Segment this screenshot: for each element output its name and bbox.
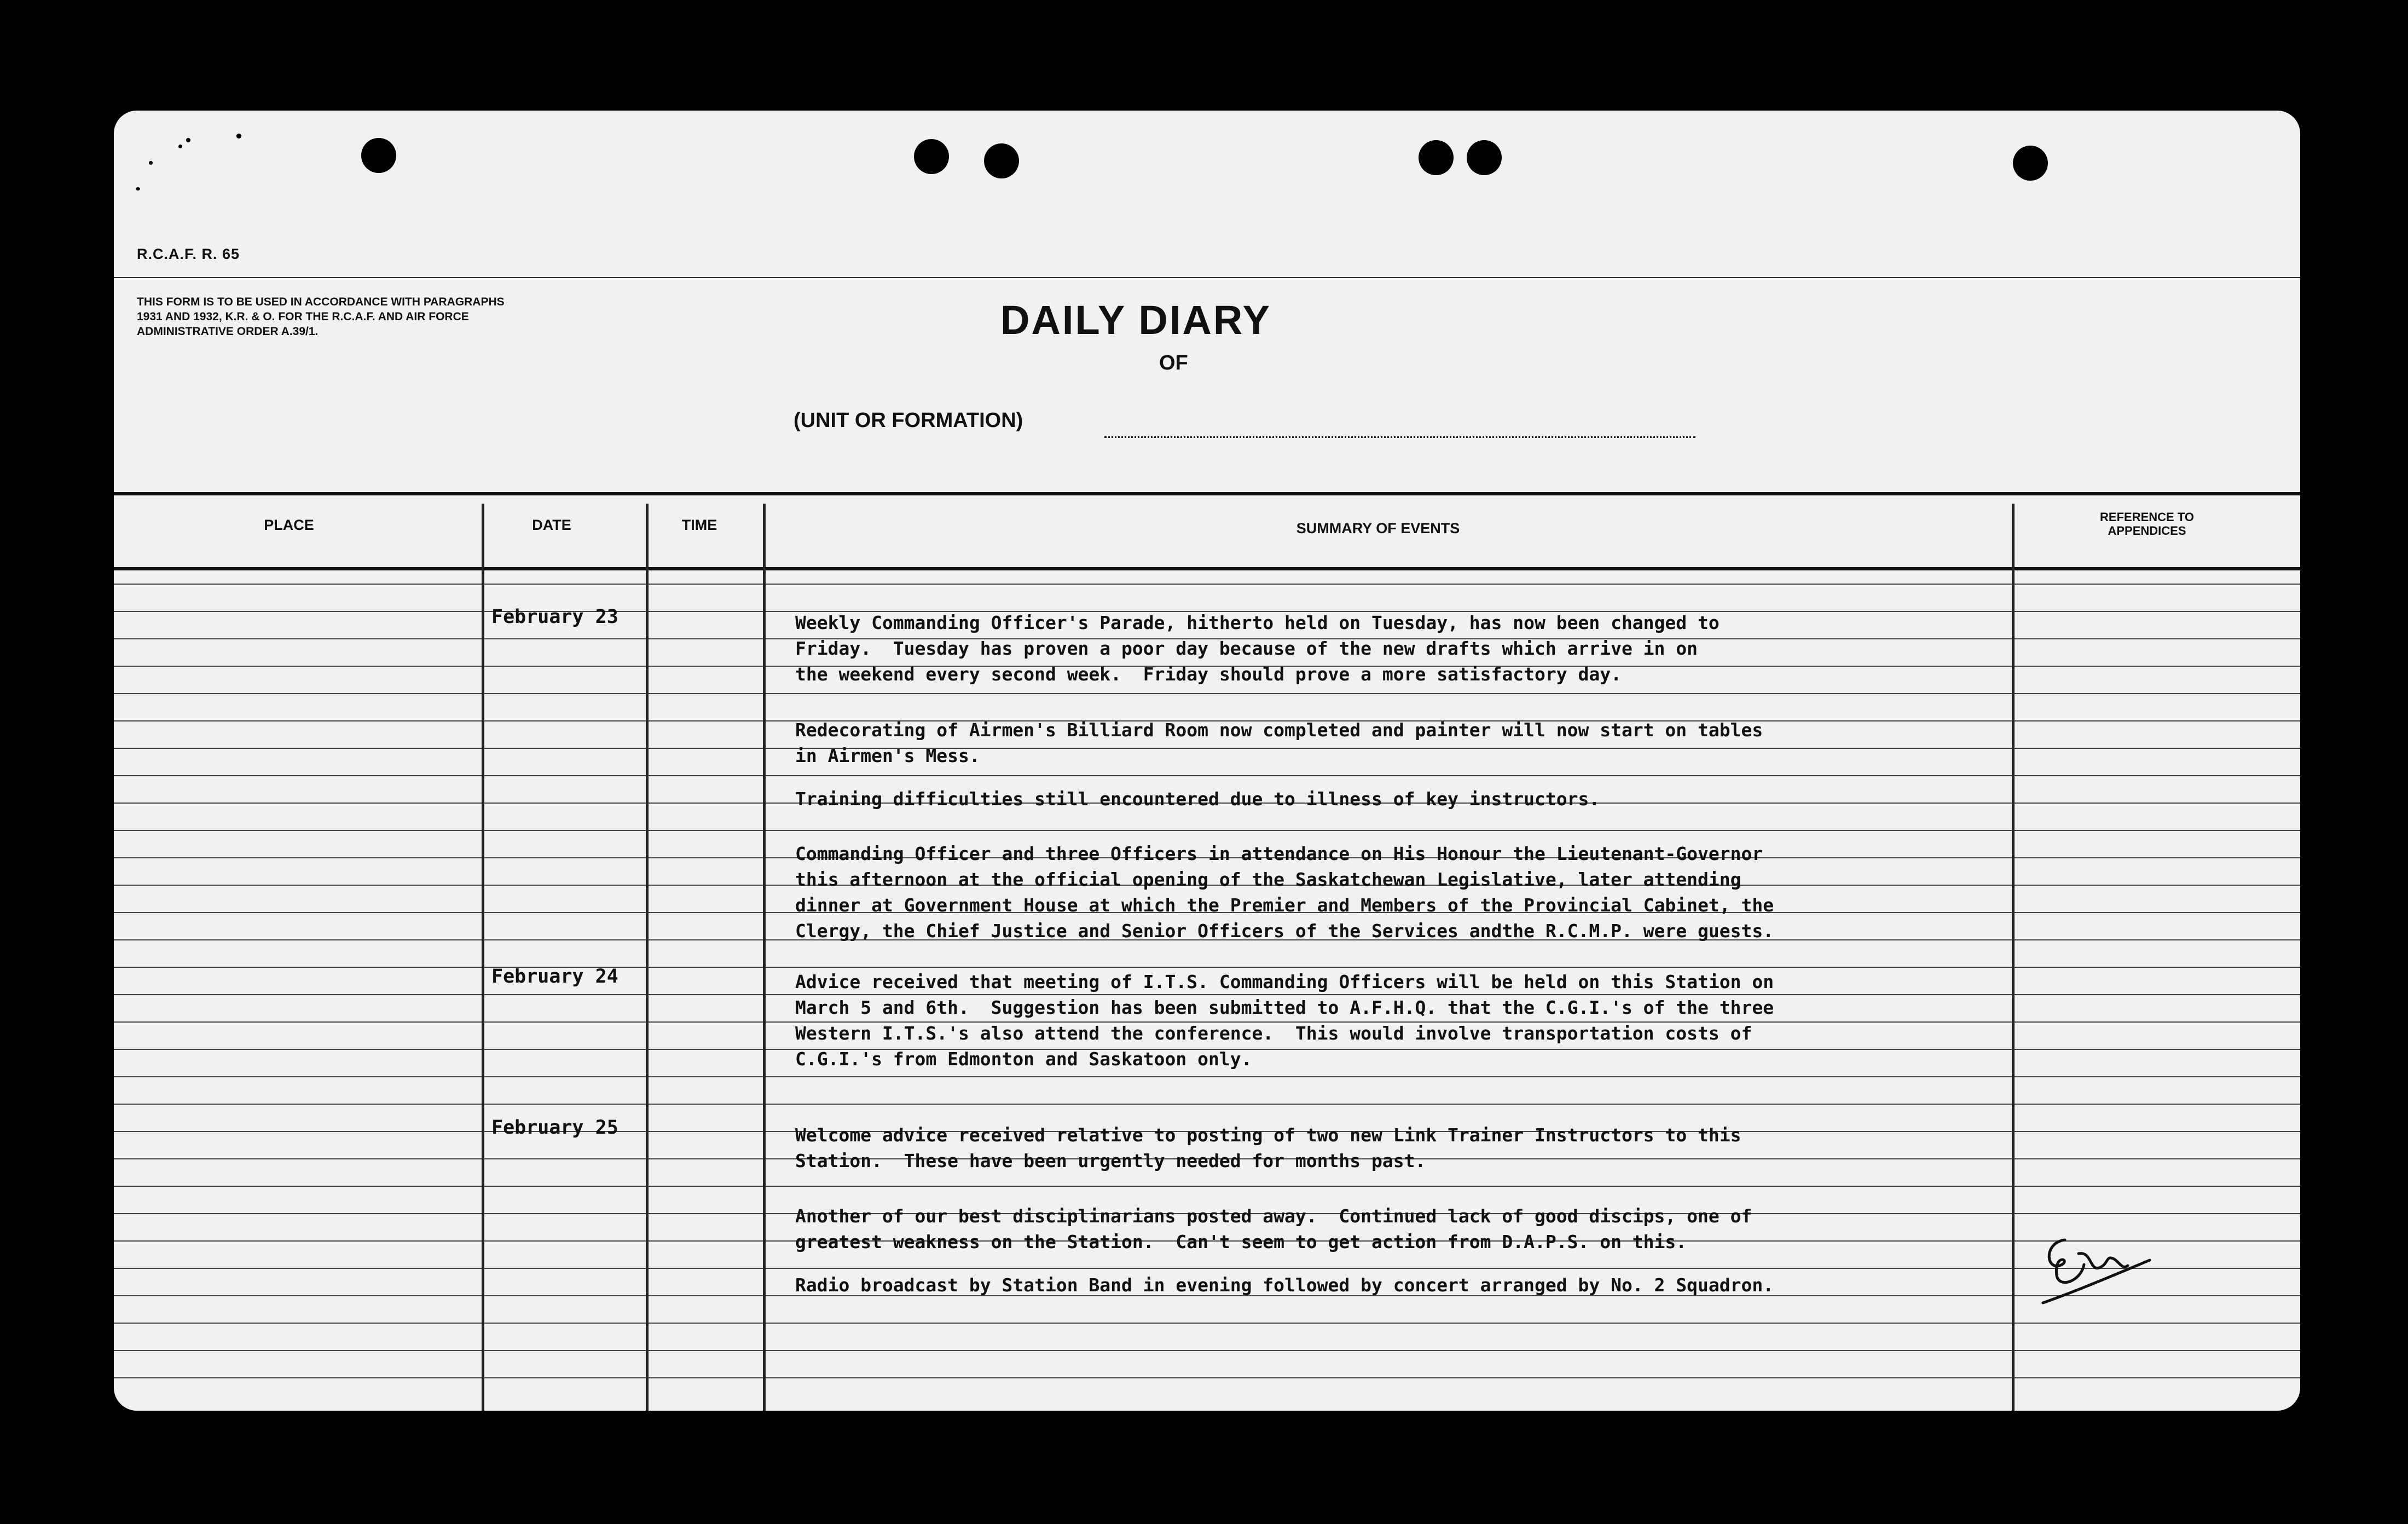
column-divider <box>482 504 484 1411</box>
punch-hole <box>2013 146 2048 181</box>
diary-entry: Training difficulties still encountered due to illness of key instructors. <box>795 788 1600 810</box>
ink-speck <box>236 134 241 138</box>
punch-hole <box>1467 140 1502 175</box>
ruled-line <box>114 1104 2300 1105</box>
ruled-line <box>114 830 2300 831</box>
ink-speck <box>136 187 140 190</box>
diary-entry: Another of our best disciplinarians posted away. Continued lack of good discips, one of greatest weakness on the Station. Can't seem to get action from D.A.P.S. on this. <box>795 1205 1752 1252</box>
table-top-rule <box>114 492 2300 495</box>
column-header-time: TIME <box>681 517 717 533</box>
ruled-line <box>114 1350 2300 1351</box>
ruled-line <box>114 775 2300 776</box>
punch-hole <box>361 138 396 173</box>
form-instruction: THIS FORM IS TO BE USED IN ACCORDANCE WITH PARAGRAPHS 1931 AND 1932, K.R. & O. FOR THE R.C.A.F. AND AIR FORCE ADMINISTRATIVE ORDER A.39/1. <box>137 296 505 338</box>
page-title: DAILY DIARY <box>1000 297 1271 343</box>
diary-form-card <box>114 111 2300 1411</box>
form-code: R.C.A.F. R. 65 <box>137 246 240 262</box>
diary-entry: Advice received that meeting of I.T.S. Commanding Officers will be held on this Station on March 5 and 6th. Suggestion has been submitted to A.F.H.Q. that the C.G.I.'s of the three Western I.T.S.'s also attend the conference. This would involve transportation costs of C.G.I.'s from Edmonton and Saskatoon only. <box>795 971 1774 1070</box>
diary-entry: Weekly Commanding Officer's Parade, hitherto held on Tuesday, has now been changed to Friday. Tuesday has proven a poor day because of the new drafts which arrive in on the weekend every second week. Friday should prove a more satisfactory day. <box>795 612 1720 685</box>
ruled-line <box>114 1268 2300 1269</box>
punch-hole <box>914 139 949 174</box>
column-header-date: DATE <box>532 517 571 533</box>
ruled-line <box>114 693 2300 694</box>
title-of: OF <box>1159 351 1188 374</box>
unit-label: (UNIT OR FORMATION) <box>794 409 1023 432</box>
ruled-line <box>114 967 2300 968</box>
rule <box>114 277 2300 278</box>
ruled-line <box>114 1186 2300 1187</box>
column-divider <box>646 504 649 1411</box>
ruled-line <box>114 1076 2300 1077</box>
ruled-line <box>114 1323 2300 1324</box>
column-divider <box>763 504 766 1411</box>
handwritten-initials-signature <box>2032 1221 2158 1314</box>
table-header-rule <box>114 567 2300 570</box>
diary-entry: Welcome advice received relative to posting of two new Link Trainer Instructors to this Station. These have been urgently needed for months past. <box>795 1124 1741 1171</box>
entry-date: February 25 <box>491 1117 618 1139</box>
entry-date: February 23 <box>491 606 618 628</box>
column-header-place: PLACE <box>264 517 314 533</box>
column-header-reference: REFERENCE TO APPENDICES <box>2100 510 2194 538</box>
ink-speck <box>149 161 153 165</box>
unit-entry-line <box>1104 436 1695 438</box>
ruled-line <box>114 1377 2300 1378</box>
diary-entry: Commanding Officer and three Officers in attendance on His Honour the Lieutenant-Governor this afternoon at the official opening of the Saskatchewan Legislative, later attending dinner at Government House at which the Premier and Members of the Provincial Cabinet, the Clergy, the Chief Justice and Senior Officers of the Services andthe R.C.M.P. were guests. <box>795 843 1774 942</box>
entry-date: February 24 <box>491 966 618 988</box>
ink-speck <box>186 138 190 142</box>
column-header-summary: SUMMARY OF EVENTS <box>1296 520 1460 536</box>
ink-speck <box>178 145 182 148</box>
diary-entry: Radio broadcast by Station Band in evening followed by concert arranged by No. 2 Squadron. <box>795 1274 1774 1296</box>
punch-hole <box>984 143 1019 178</box>
punch-hole <box>1419 140 1454 175</box>
diary-entry: Redecorating of Airmen's Billiard Room now completed and painter will now start on tables in Airmen's Mess. <box>795 719 1763 766</box>
ruled-line <box>114 584 2300 585</box>
